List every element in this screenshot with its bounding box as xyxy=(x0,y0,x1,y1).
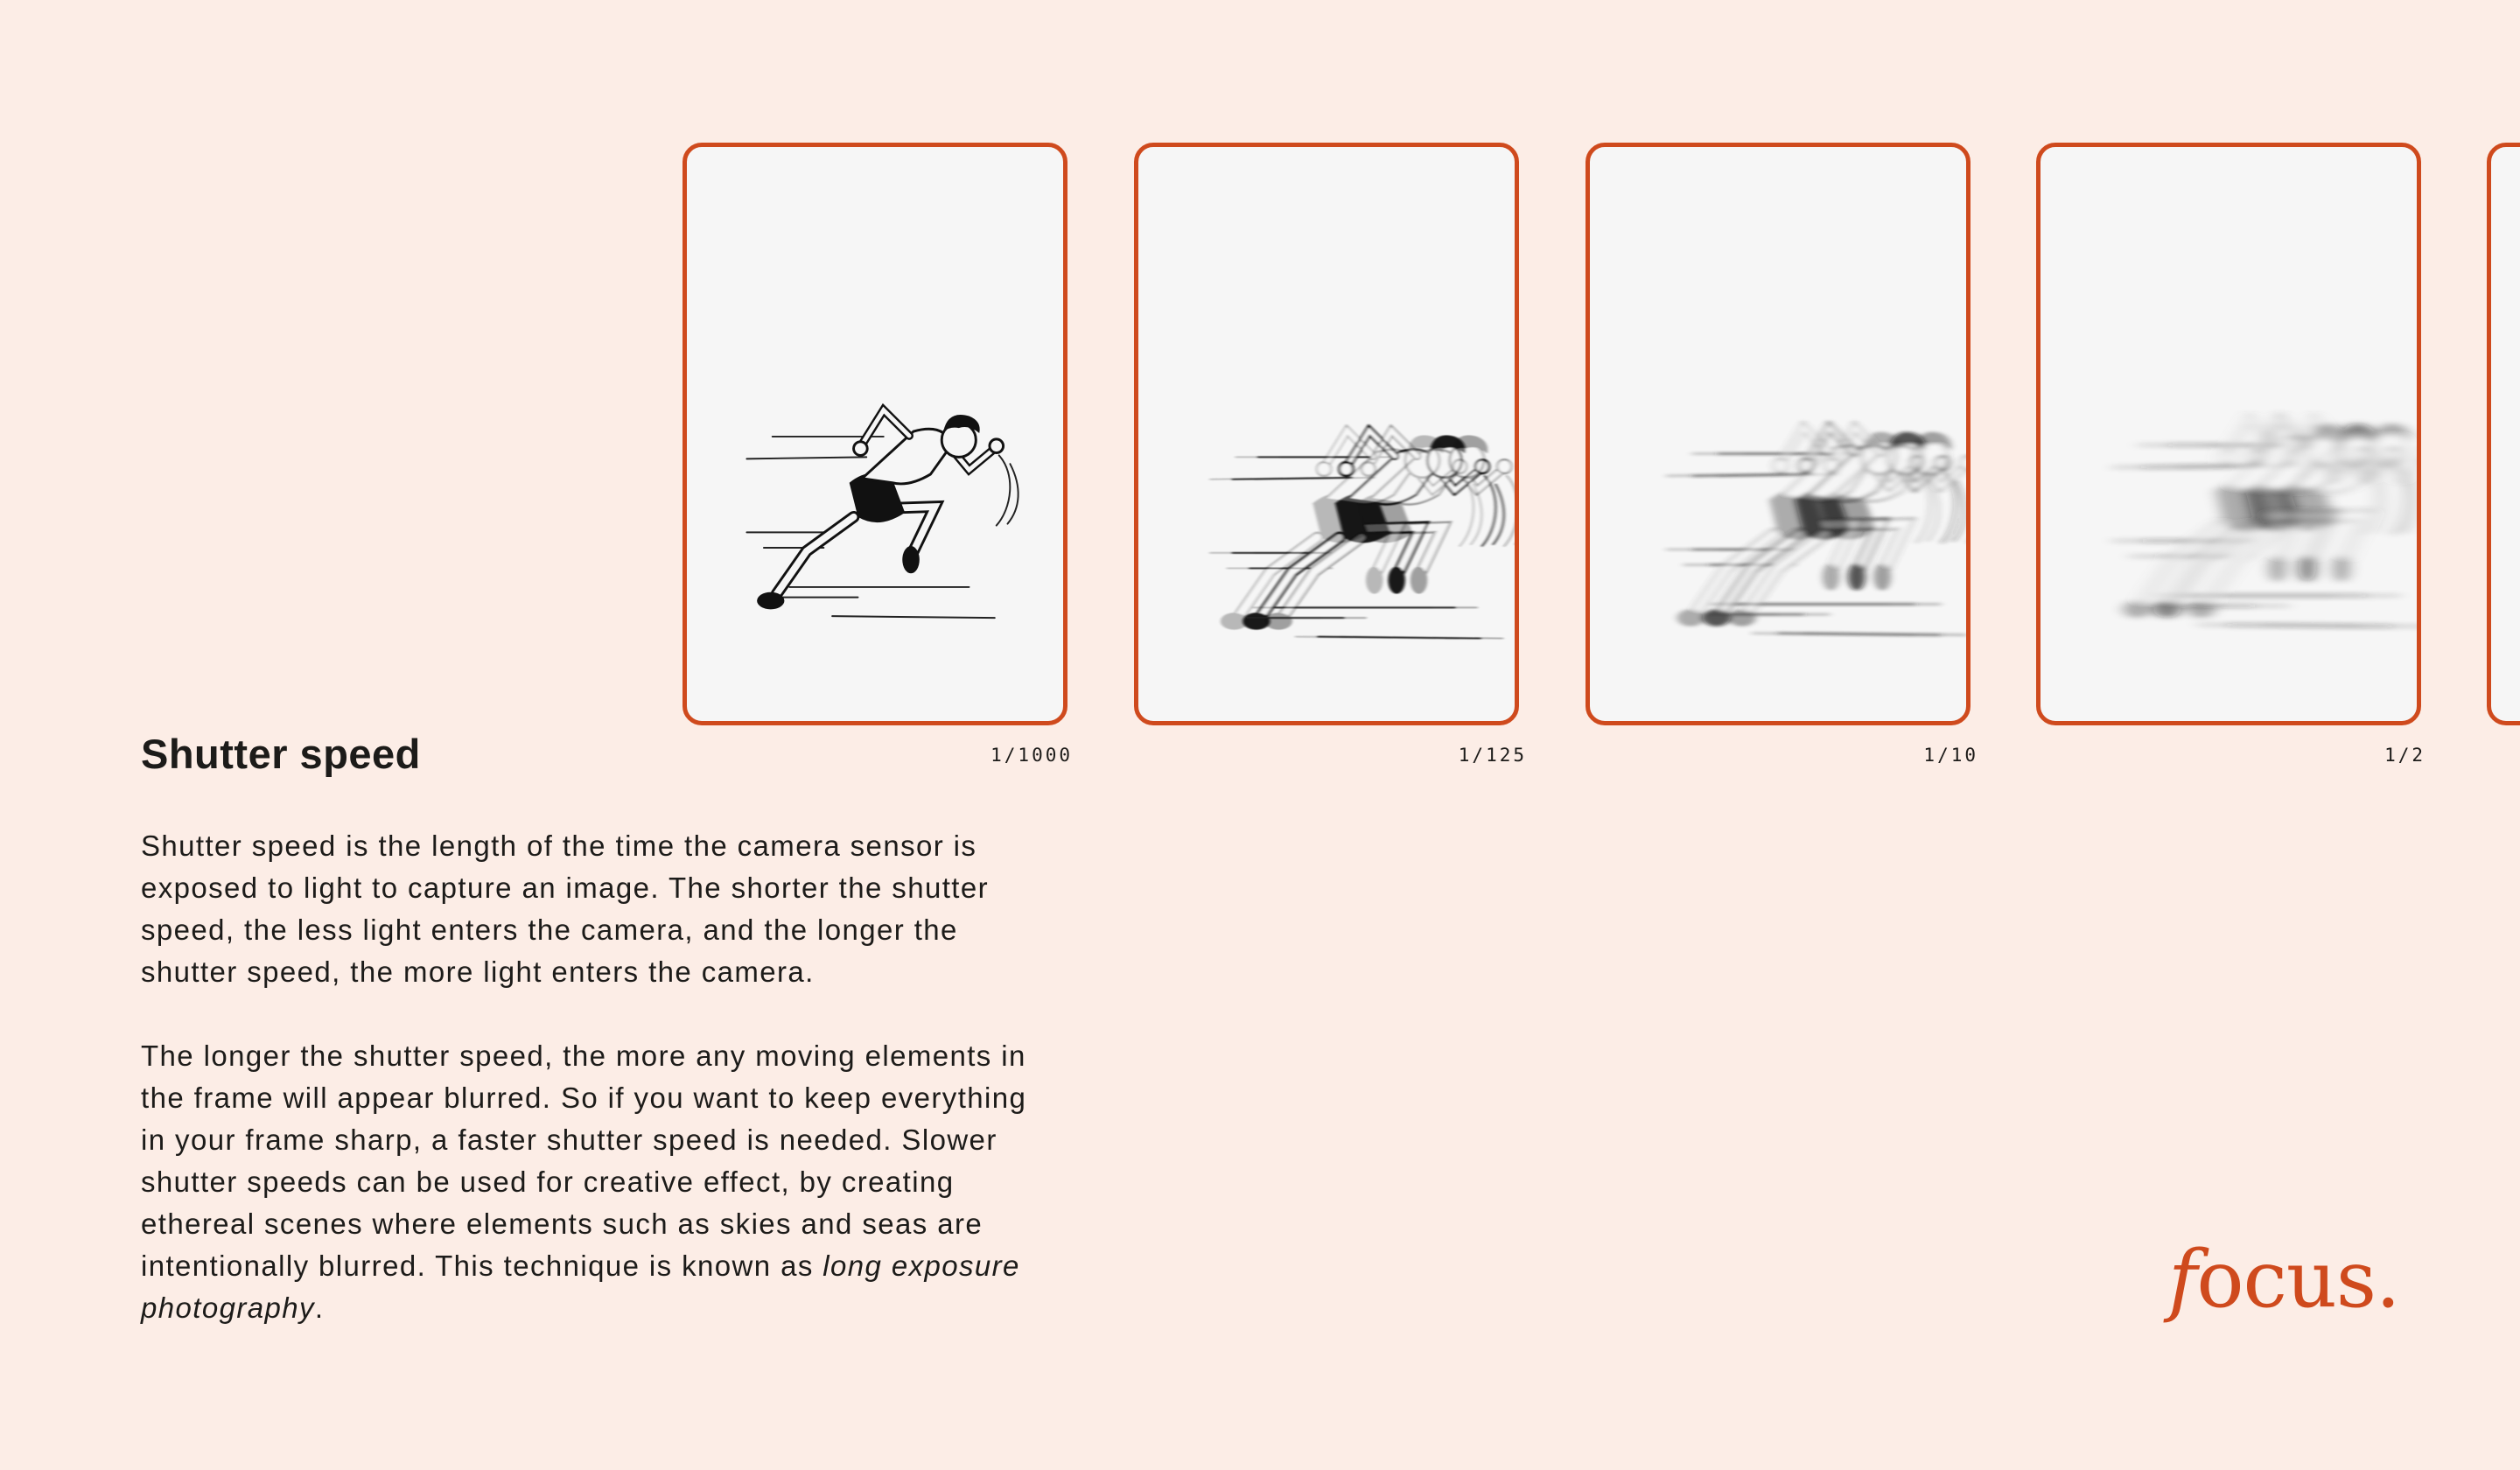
card-1-2 xyxy=(2036,143,2421,725)
card-caption-1-10: 1/10 xyxy=(1923,745,1978,766)
paragraph-blur-text: The longer the shutter speed, the more any moving elements in the frame will appear blurred. So if you want to keep everything in your frame sharp, a faster shutter speed is needed. Slower shutter speeds can be used for creative effect, by creating ethereal scenes where elements such as skies and seas are intentionally blurred. This technique is known as xyxy=(141,1040,1027,1282)
card-1-10 xyxy=(1586,143,1970,725)
card-caption-1-1000: 1/1000 xyxy=(990,745,1073,766)
paragraph-blur-end: . xyxy=(314,1292,325,1324)
card-partial-next xyxy=(2487,143,2520,725)
focus-logo-rest: ocus. xyxy=(2196,1234,2400,1326)
focus-logo xyxy=(2168,1234,2400,1326)
card-caption-1-125: 1/125 xyxy=(1458,745,1527,766)
runner-slight-blur-icon xyxy=(1138,147,1515,721)
runner-medium-blur-icon xyxy=(1590,147,1966,721)
paragraph-blur-emphasis: long exposure photography xyxy=(141,1250,1020,1324)
card-1-125 xyxy=(1134,143,1519,725)
section-title: Shutter speed xyxy=(141,731,421,777)
runner-heavy-blur-icon xyxy=(2040,147,2417,721)
card-1-1000 xyxy=(682,143,1068,725)
paragraph-blur xyxy=(141,1035,1033,1329)
runner-sharp-icon xyxy=(687,147,1063,721)
paragraph-intro: Shutter speed is the length of the time the camera sensor is exposed to light to capture an image. The shorter the shutter speed, the less light enters the camera, and the longer the shutter speed, the more light enters the camera. xyxy=(141,830,989,988)
focus-logo-f: f xyxy=(2168,1234,2197,1326)
card-caption-1-2: 1/2 xyxy=(2384,745,2426,766)
